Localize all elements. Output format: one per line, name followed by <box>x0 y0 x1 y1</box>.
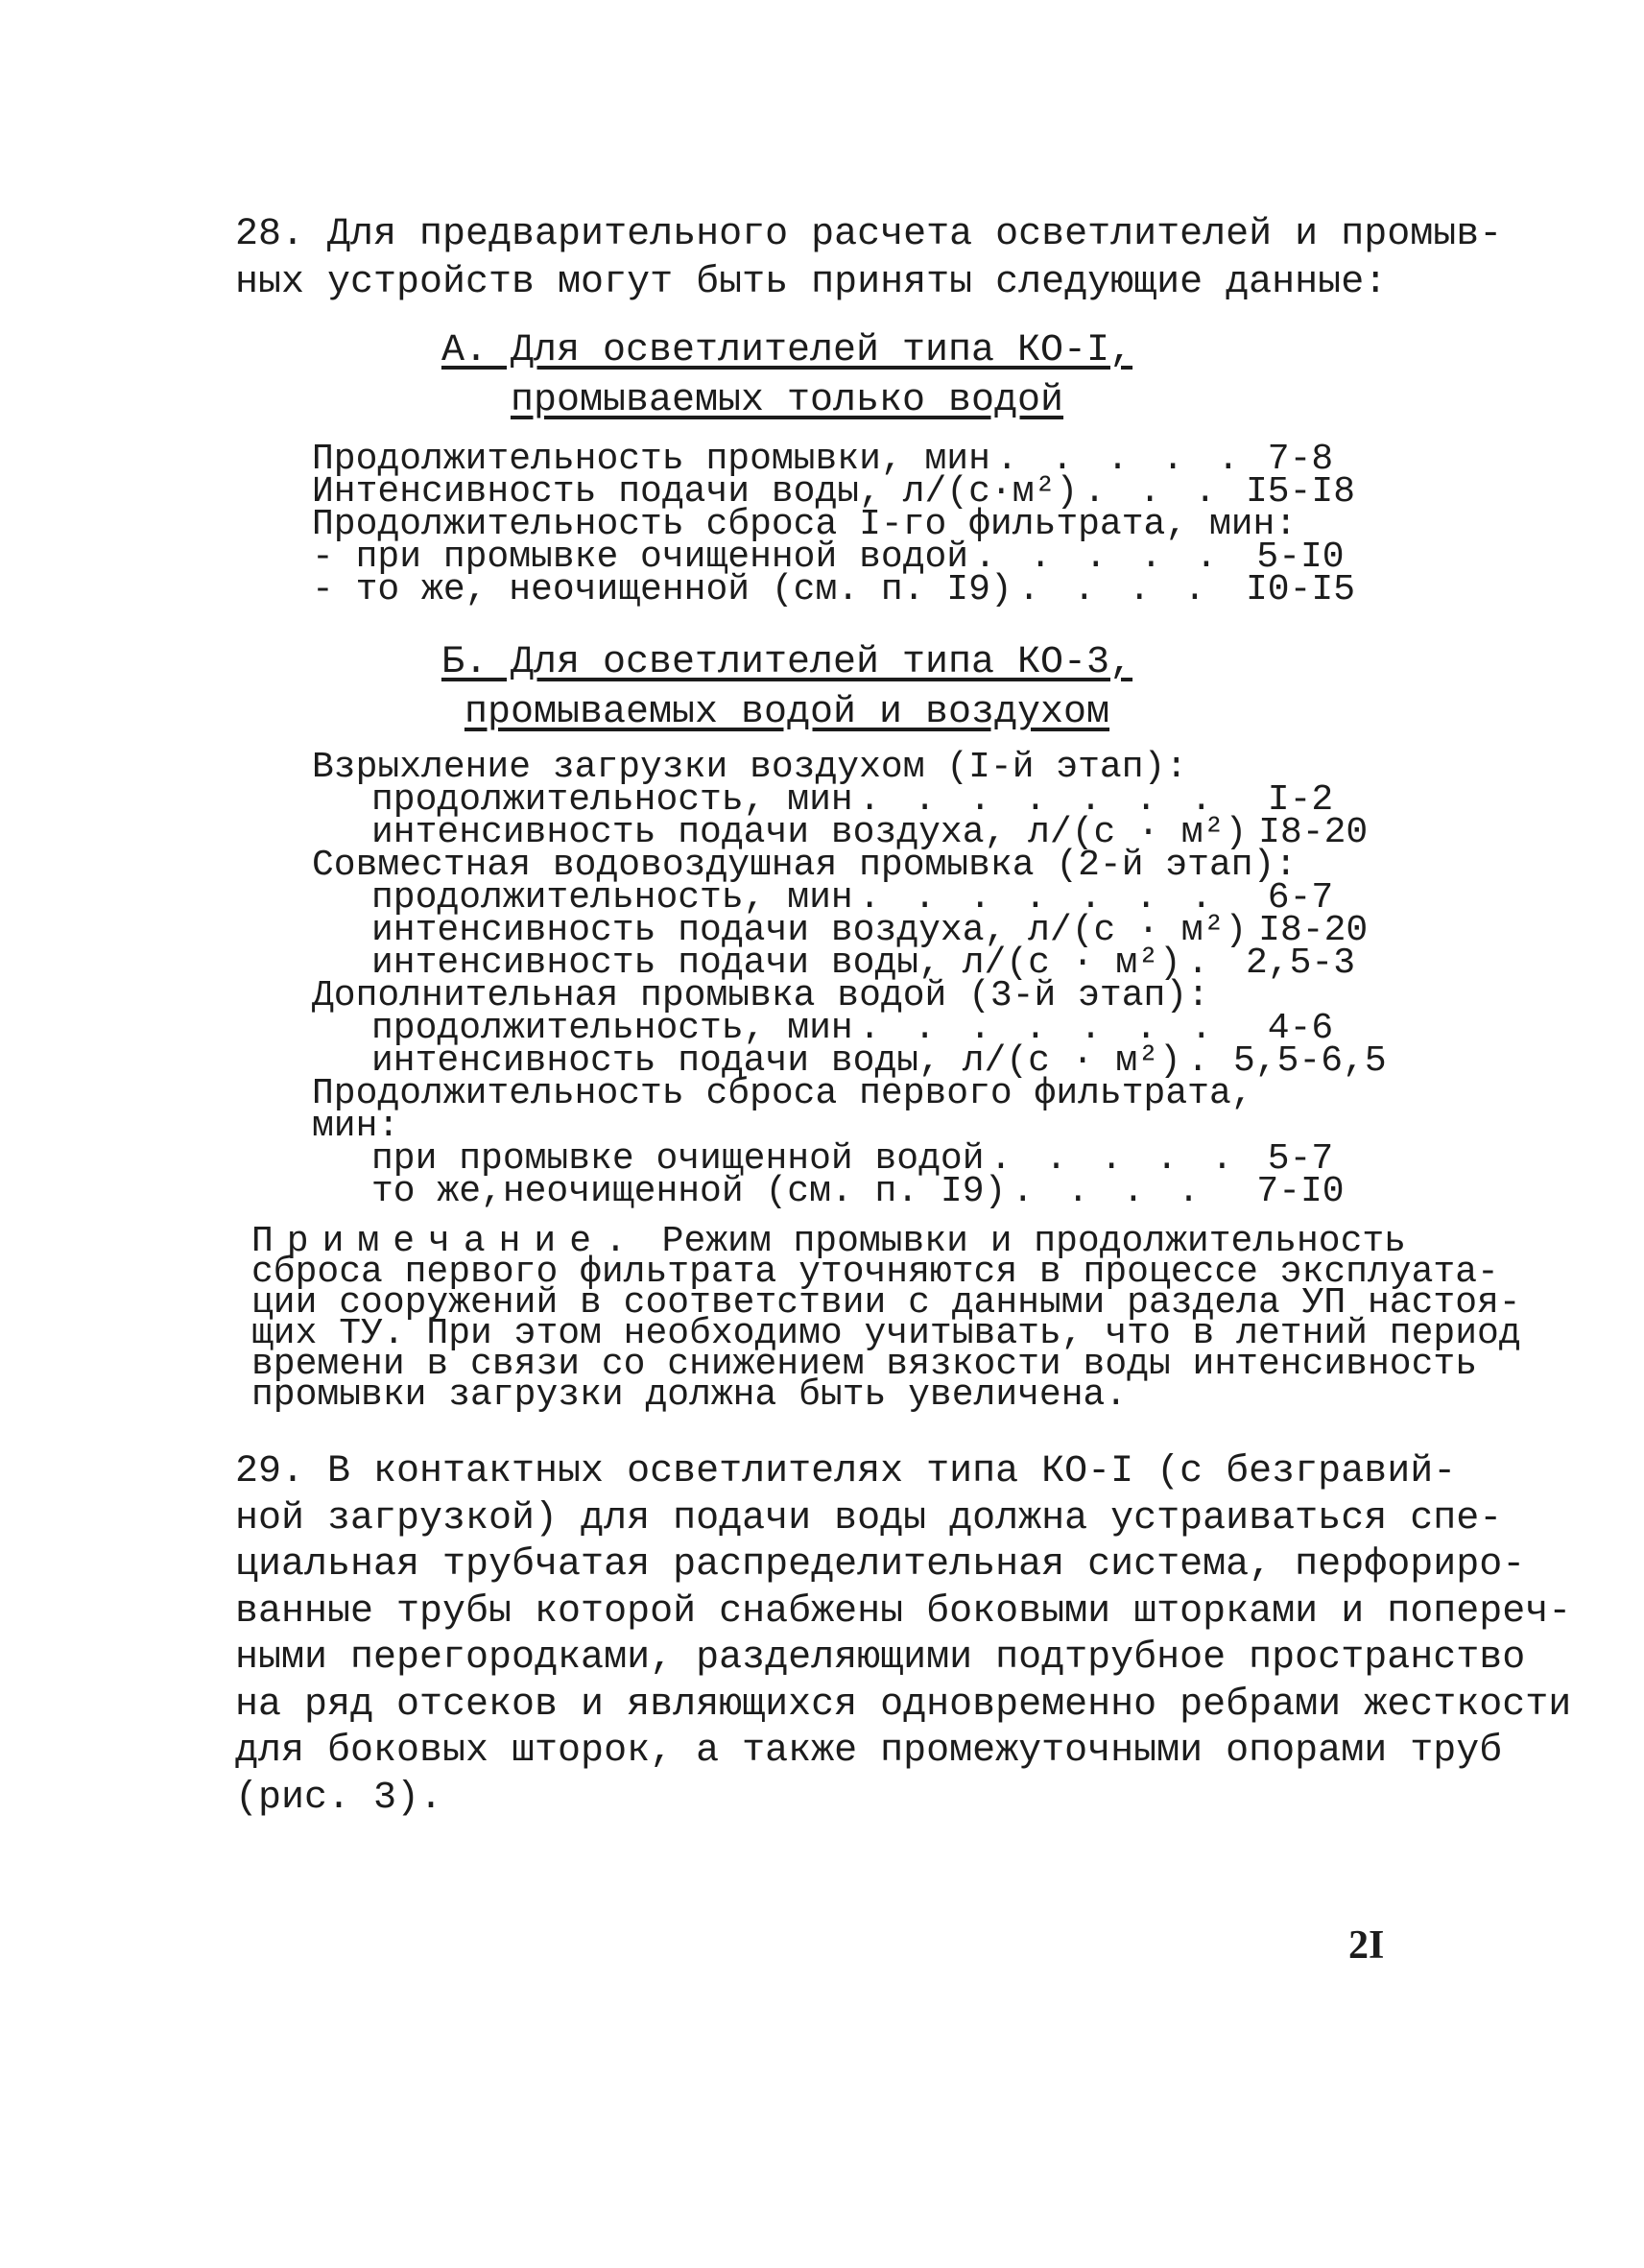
row-value: 6-7 <box>1267 877 1334 919</box>
row-label: Интенсивность подачи воды, л/(с·м²) <box>312 471 1079 513</box>
row-value: 5-7 <box>1267 1138 1334 1180</box>
table-group-row <box>312 1073 1368 1114</box>
leader-dots <box>1013 574 1233 607</box>
row-label: интенсивность подачи воздуха, л/(с · м²) <box>371 812 1248 853</box>
row-label: Взрыхление загрузки воздухом (I-й этап): <box>312 747 1188 788</box>
row-label: - при промывке очищенной водой <box>312 537 969 578</box>
note-label: Примечание. <box>251 1221 640 1262</box>
leader-dots <box>1006 1176 1233 1208</box>
row-value: 7-I0 <box>1256 1171 1345 1212</box>
table-row <box>312 1171 1368 1212</box>
row-label: - то же, неочищенной (см. п. I9) <box>312 569 1013 610</box>
paragraph-line: ной загрузкой) для подачи воды должна устраиваться спе- <box>235 1496 1503 1540</box>
row-label: продолжительность, мин <box>371 877 853 919</box>
note-line: ции сооружений в соответствии с данными раздела УП настоя- <box>251 1282 1521 1324</box>
paragraph-line: 29. В контактных осветлителях типа КО-I (с безгравий- <box>235 1450 1457 1493</box>
row-value: 2,5-3 <box>1245 943 1356 984</box>
row-value: 5,5-6,5 <box>1233 1040 1387 1082</box>
row-value: 7-8 <box>1267 439 1334 480</box>
row-value: 5-I0 <box>1256 537 1345 578</box>
section-b-heading <box>288 638 1286 738</box>
row-label: Совместная водовоздушная промывка (2-й этап): <box>312 845 1298 886</box>
row-label: Дополнительная промывка водой (3-й этап): <box>312 975 1209 1016</box>
section-b-table <box>312 747 1387 1212</box>
section-a-heading <box>288 326 1286 426</box>
note-line: промывки загрузки должна быть увеличена. <box>251 1374 1128 1416</box>
paragraph-line: ванные трубы которой снабжены боковыми шторками и попереч- <box>235 1589 1572 1634</box>
row-label: то же,неочищенной (см. п. I9) <box>371 1171 1007 1212</box>
paragraph-line: 28. Для предварительного расчета осветлителей и промыв- <box>235 213 1503 256</box>
paragraph-line: на ряд отсеков и являющихся одновременно ребрами жесткости <box>235 1683 1572 1727</box>
paragraph-line: для боковых шторок, а также промежуточными опорами труб <box>235 1730 1503 1773</box>
table-row <box>312 569 1368 610</box>
page-number: 2I <box>1348 1923 1385 1968</box>
note-block <box>251 1221 1521 1416</box>
heading-line: промываемых водой и воздухом <box>464 691 1110 734</box>
heading-line: Б. Для осветлителей типа КО-3, <box>441 641 1133 684</box>
paragraph-line: ных устройств могут быть приняты следующие данные: <box>235 261 1388 304</box>
row-label: продолжительность, мин <box>371 779 853 821</box>
paragraph-line: ными перегородками, разделяющими подтрубное пространство <box>235 1636 1526 1680</box>
note-line: Режим промывки и продолжительность <box>639 1221 1406 1262</box>
row-value: I8-20 <box>1258 910 1369 951</box>
note-line: сброса первого фильтрата уточняются в процессе эксплуата- <box>251 1252 1499 1293</box>
row-value: I5-I8 <box>1245 471 1356 513</box>
paragraph-line: (рис. 3). <box>235 1776 443 1820</box>
heading-line: А. Для осветлителей типа КО-I, <box>441 329 1133 372</box>
section-a-table <box>312 439 1368 610</box>
row-label: Продолжительность промывки, мин <box>312 439 990 480</box>
row-label: Продолжительность сброса первого фильтрата, <box>312 1073 1253 1114</box>
paragraph-29 <box>235 1449 1572 1822</box>
paragraph-line: циальная трубчатая распределительная система, перфориро- <box>235 1543 1526 1587</box>
row-label: мин: <box>312 1106 400 1147</box>
row-value: I-2 <box>1267 779 1334 821</box>
row-label: при промывке очищенной водой <box>371 1138 985 1180</box>
row-value: I0-I5 <box>1245 569 1356 610</box>
row-value: I8-20 <box>1258 812 1369 853</box>
note-line: времени в связи со снижением вязкости воды интенсивность <box>251 1344 1478 1385</box>
row-label: интенсивность подачи воздуха, л/(с · м²) <box>371 910 1248 951</box>
note-line: щих ТУ. При этом необходимо учитывать, что в летний период <box>251 1313 1521 1354</box>
row-label: интенсивность подачи воды, л/(с · м²) <box>371 943 1181 984</box>
leader-dots <box>985 1143 1233 1176</box>
paragraph-28 <box>235 211 1503 307</box>
row-label: Продолжительность сброса I-го фильтрата, мин: <box>312 504 1298 545</box>
row-label: продолжительность, мин <box>371 1008 853 1049</box>
heading-line: промываемых только водой <box>510 379 1064 422</box>
row-value: 4-6 <box>1267 1008 1334 1049</box>
row-label: интенсивность подачи воды, л/(с · м²) <box>371 1040 1181 1082</box>
